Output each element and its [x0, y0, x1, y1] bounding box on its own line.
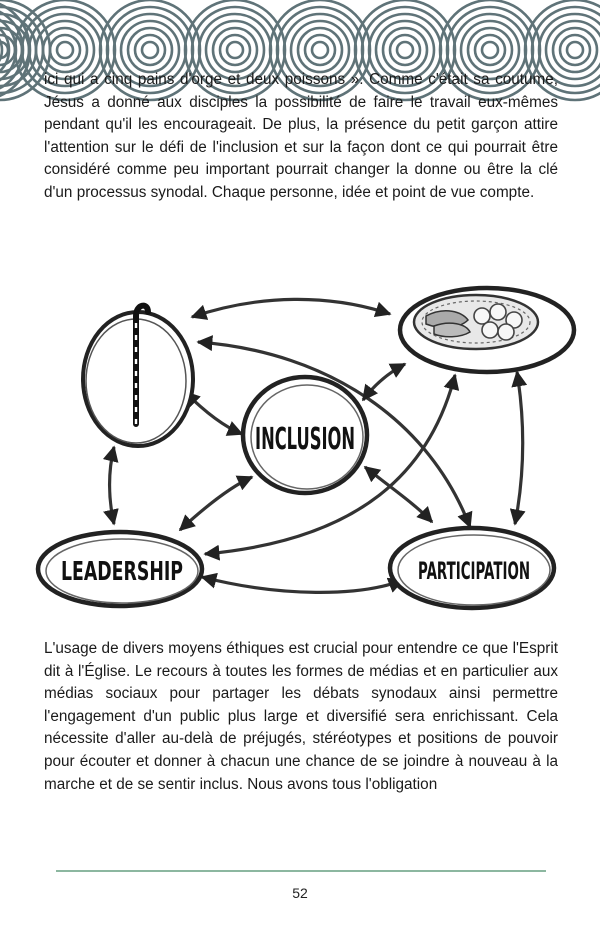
paragraph-top: ici qui a cinq pains d'orge et deux poissons ». Comme c'était sa coutume, Jésus a donné aux disciples la possibilité de faire le travail eux-mêmes pendant qu'il les encourageait. De plus, la présence du petit garçon attire l'attention sur le défi de l'inclusion et sur la façon dont ce qui pourrait être considéré comme peu important pourrait changer la donne ou être la clé d'un processus synodal. Chaque personne, idée et point de vue compte.	[44, 71, 558, 201]
synodal-diagram	[30, 272, 575, 617]
participation-label: PARTICIPATION	[418, 557, 530, 585]
leadership-label: LEADERSHIP	[61, 557, 183, 587]
participation-node	[390, 528, 554, 608]
paragraph-bottom: L'usage de divers moyens éthiques est crucial pour entendre ce que l'Esprit dit à l'Église. Le recours à toutes les formes de médias et en particulier aux médias sociaux pour partager les débats synodaux ainsi permettre l'engagement d'un public plus large et diversifié sera enrichissant. Cela nécessite d'aller au-delà de préjugés, stéréotypes et positions de pouvoir pour écouter et donner à chacun une chance de se joindre à nouveau à la marche et de se sentir inclus. Nous avons tous l'obligation	[44, 640, 558, 793]
header-wave-pattern	[0, 0, 600, 50]
staff-node	[83, 306, 193, 446]
inclusion-label: INCLUSION	[255, 422, 355, 457]
leadership-node	[38, 532, 202, 606]
page-number: 52	[292, 885, 308, 901]
footer-divider	[56, 870, 546, 872]
basket-node	[400, 288, 574, 372]
bread-and-fish-basket-icon	[414, 295, 538, 349]
inclusion-node	[243, 377, 367, 493]
